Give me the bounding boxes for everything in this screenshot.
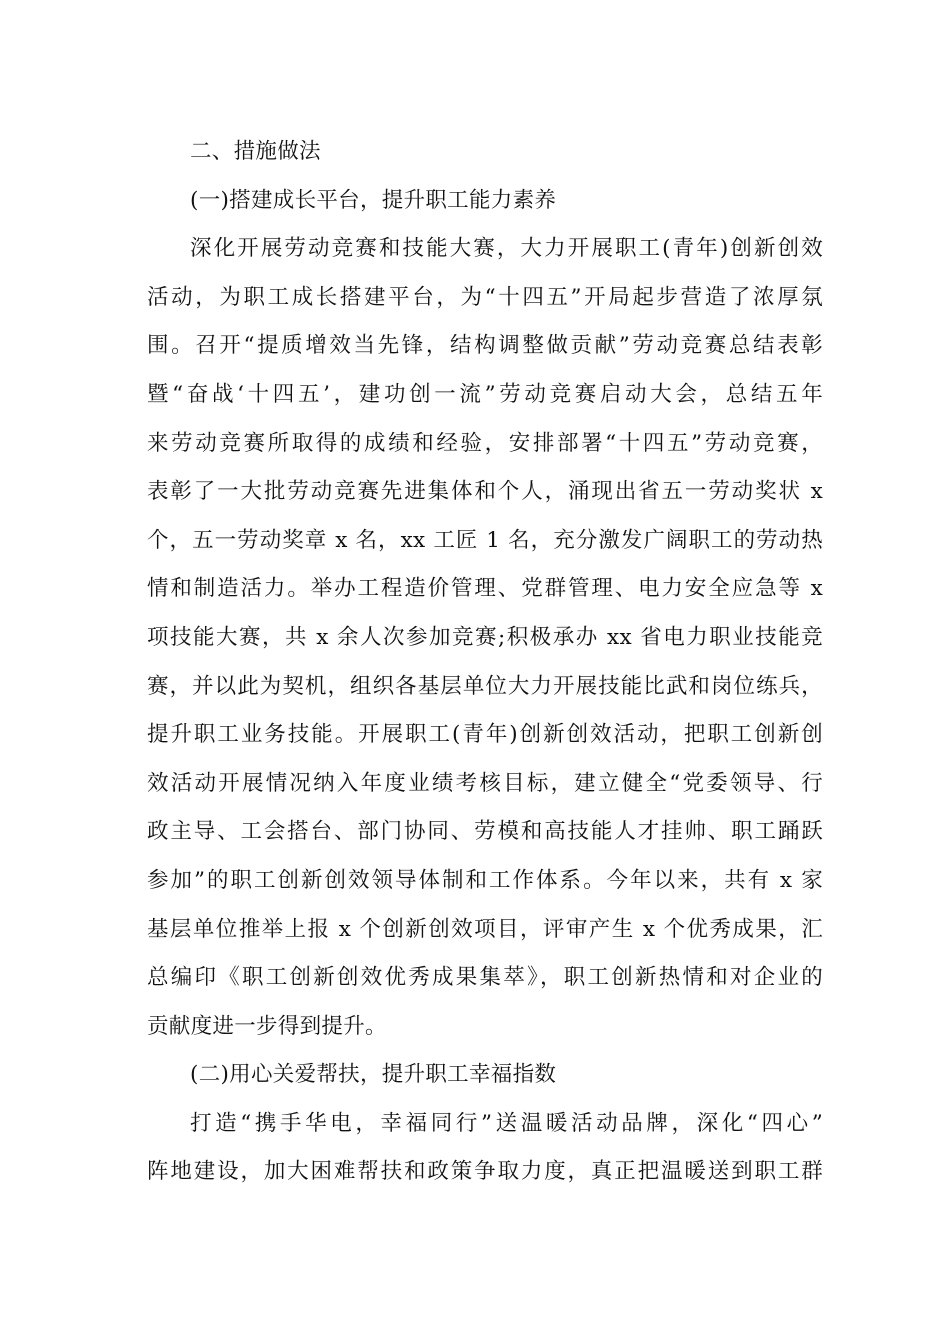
paragraph-1-line: 提升职工业务技能。开展职工(青年)创新创效活动，把职工创新创 — [147, 722, 823, 748]
subheading-2: (二)用心关爱帮扶，提升职工幸福指数 — [190, 1062, 557, 1088]
paragraph-1-line: 深化开展劳动竞赛和技能大赛，大力开展职工(青年)创新创效 — [190, 236, 823, 262]
paragraph-1-line: 活动，为职工成长搭建平台，为“十四五”开局起步营造了浓厚氛 — [147, 284, 823, 310]
paragraph-1-line: 赛，并以此为契机，组织各基层单位大力开展技能比武和岗位练兵， — [147, 673, 823, 699]
subheading-1: (一)搭建成长平台，提升职工能力素养 — [190, 187, 557, 213]
paragraph-2-line: 阵地建设，加大困难帮扶和政策争取力度，真正把温暖送到职工群 — [147, 1159, 823, 1185]
section-heading: 二、措施做法 — [190, 139, 321, 164]
paragraph-1-line: 来劳动竞赛所取得的成绩和经验，安排部署“十四五”劳动竞赛， — [147, 430, 823, 456]
paragraph-1-line: 围。召开“提质增效当先锋，结构调整做贡献”劳动竞赛总结表彰 — [147, 333, 823, 359]
paragraph-1-line: 项技能大赛，共 x 余人次参加竞赛;积极承办 xx 省电力职业技能竞 — [147, 624, 823, 650]
paragraph-1-line: 暨“奋战‘十四五’，建功创一流”劳动竞赛启动大会，总结五年 — [147, 381, 823, 407]
paragraph-1-line: 表彰了一大批劳动竞赛先进集体和个人，涌现出省五一劳动奖状 x — [147, 479, 823, 505]
document-body — [147, 128, 823, 1197]
paragraph-1-line: 个，五一劳动奖章 x 名，xx 工匠 1 名，充分激发广阔职工的劳动热 — [147, 527, 823, 553]
paragraph-1-line: 总编印《职工创新创效优秀成果集萃》，职工创新热情和对企业的 — [147, 965, 823, 991]
paragraph-1-line: 情和制造活力。举办工程造价管理、党群管理、电力安全应急等 x — [147, 576, 823, 602]
paragraph-1-line: 参加”的职工创新创效领导体制和工作体系。今年以来，共有 x 家 — [147, 867, 823, 893]
paragraph-1-line: 效活动开展情况纳入年度业绩考核目标，建立健全“党委领导、行 — [147, 770, 823, 796]
paragraph-2-line: 打造“携手华电，幸福同行”送温暖活动品牌，深化“四心” — [190, 1110, 823, 1136]
paragraph-1-line: 贡献度进一步得到提升。 — [147, 1013, 387, 1039]
paragraph-1-line: 基层单位推举上报 x 个创新创效项目，评审产生 x 个优秀成果，汇 — [147, 916, 823, 942]
paragraph-1-line: 政主导、工会搭台、部门协同、劳模和高技能人才挂帅、职工踊跃 — [147, 819, 823, 845]
